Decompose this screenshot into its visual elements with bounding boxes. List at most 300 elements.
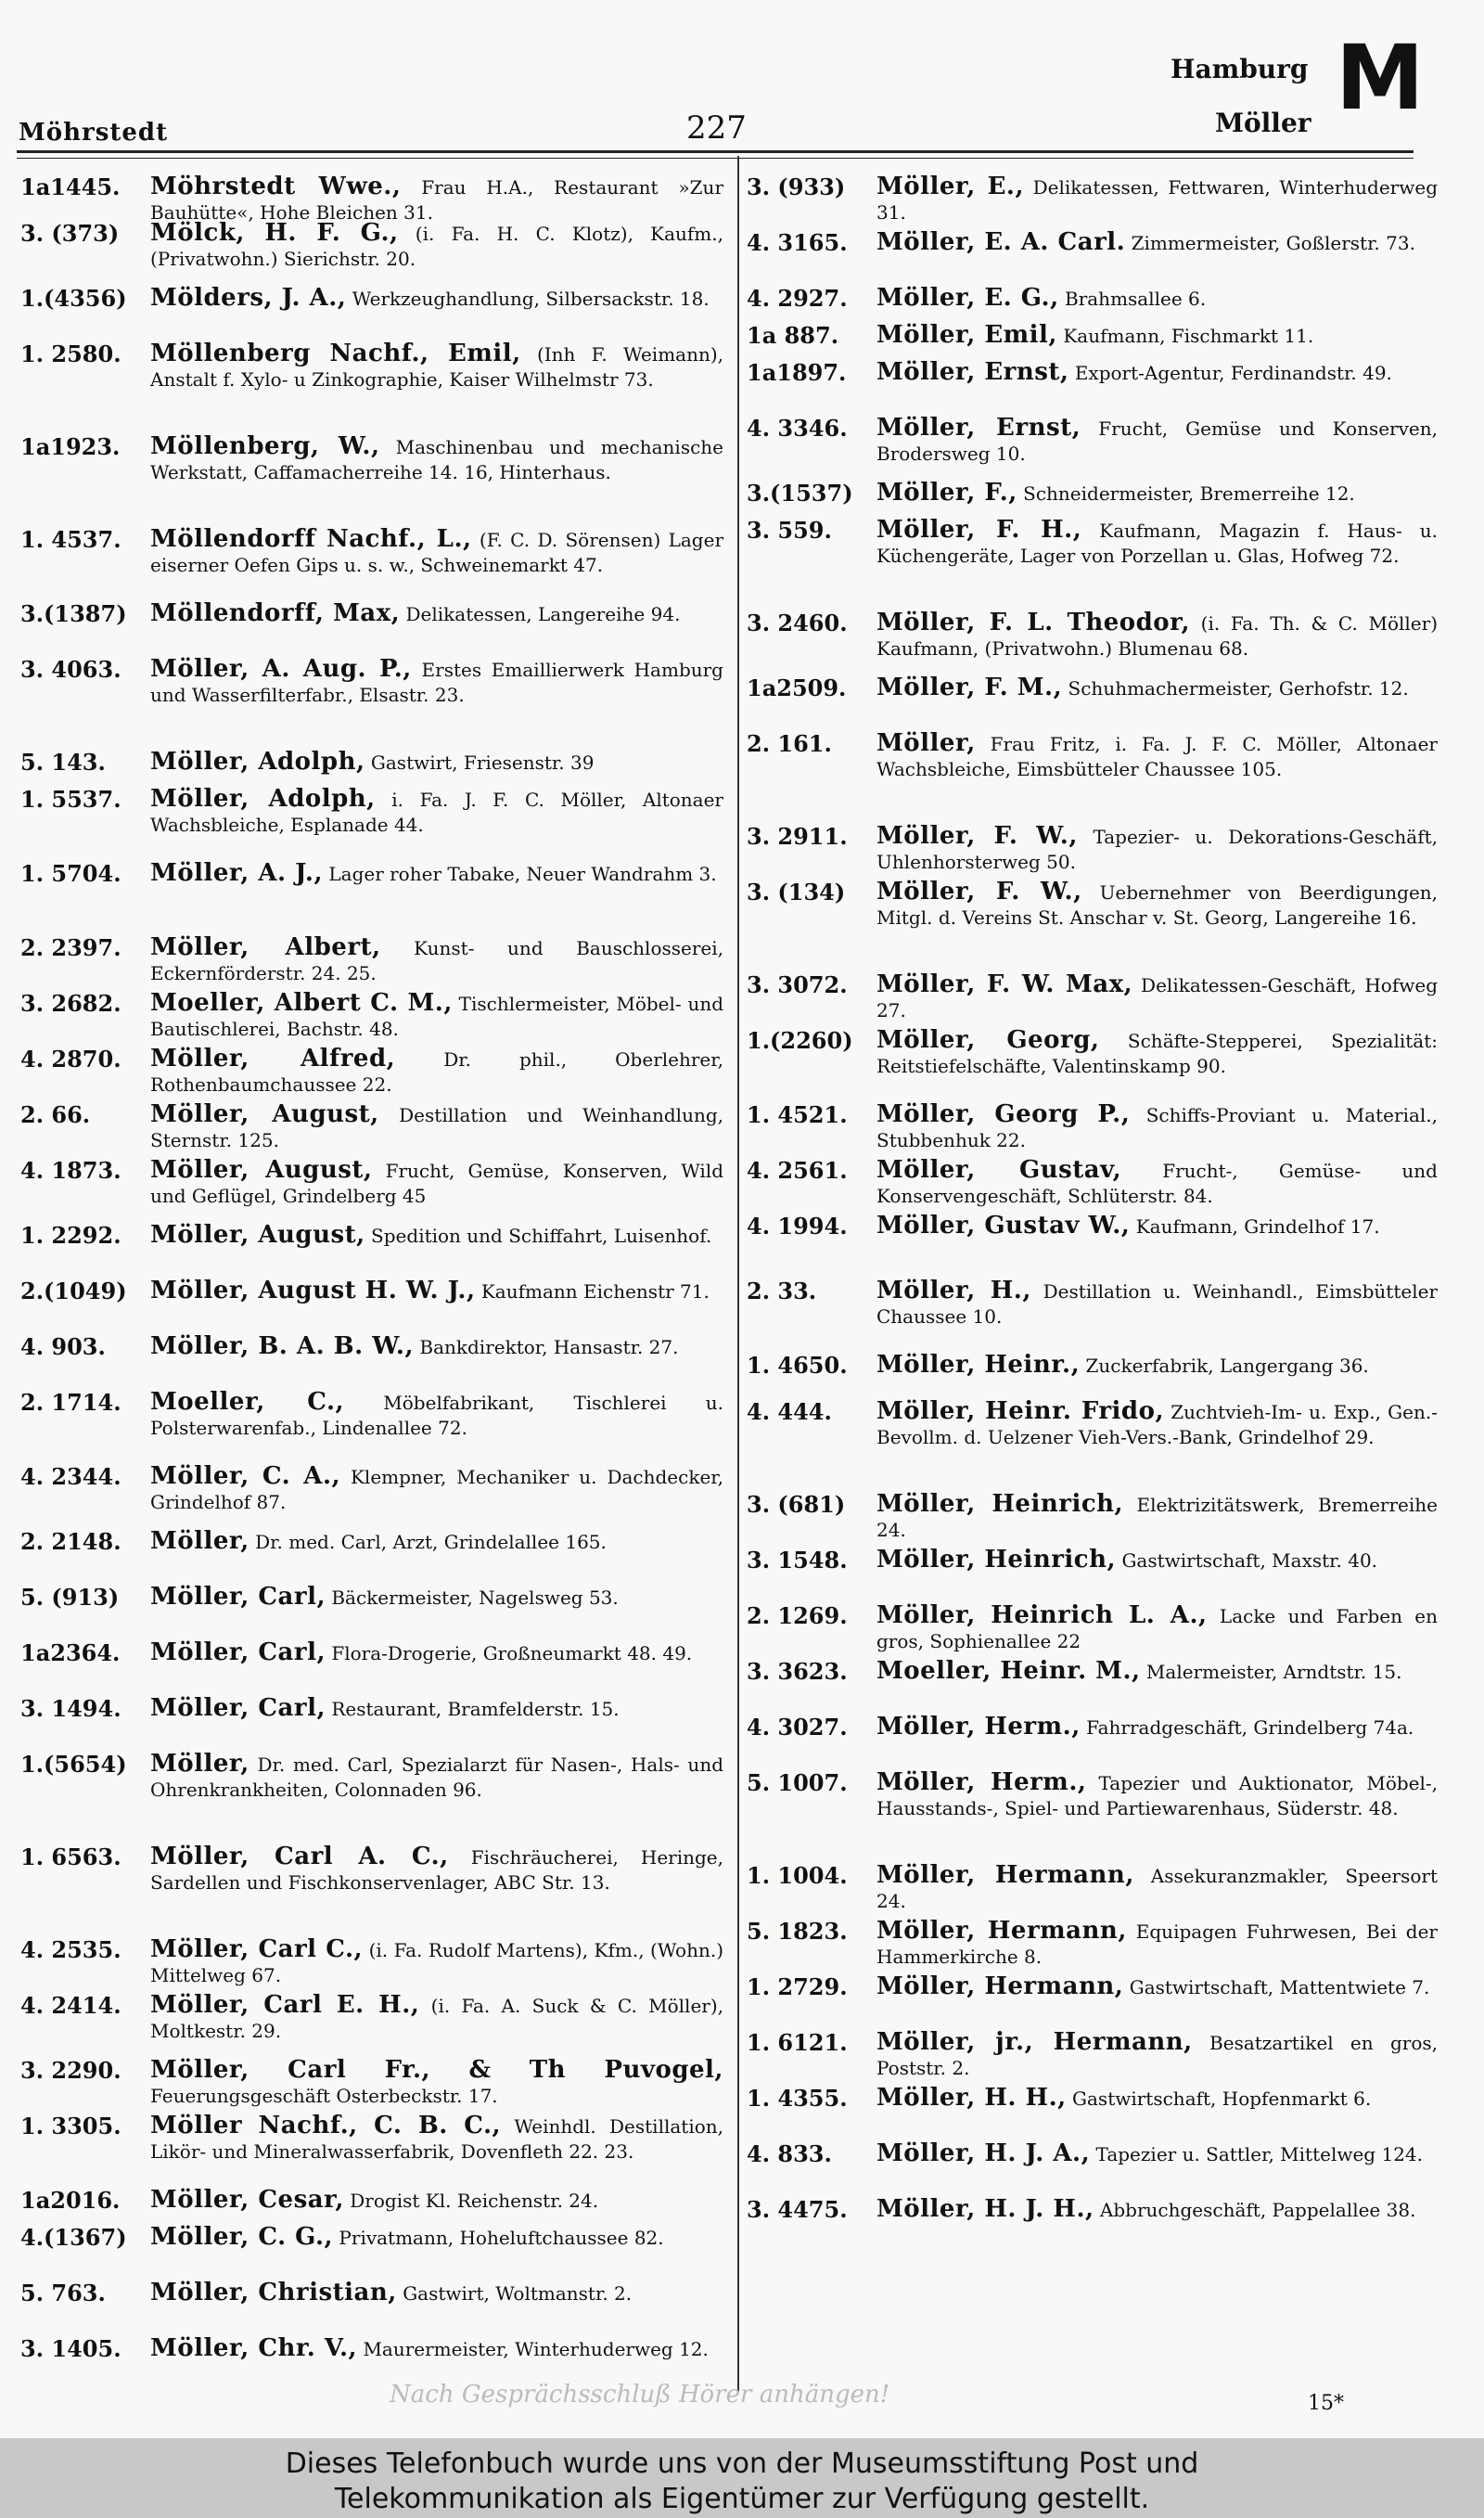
directory-entry [747,1214,1438,1240]
entry-name: Möller, Carl, [150,1583,326,1611]
entry-phone-number: 2. 1269. [747,1602,848,1629]
entry-body [150,1223,723,1249]
entry-name: Möller, B. A. B. W., [150,1332,415,1360]
entry-details: Dr. phil., Oberlehrer, Rothenbaumchaussee 22. [150,1048,723,1096]
entry-phone-number: 1.(2260) [747,1027,853,1054]
entry-name: Mölck, H. F. G., [150,219,399,247]
entry-phone-number: 1. 5704. [20,860,122,887]
entry-phone-number: 4. 3346. [747,415,848,442]
entry-body [876,2197,1438,2223]
entry-name: Moeller, C., [150,1388,345,1416]
directory-entry [20,2280,723,2306]
entry-body [876,2141,1438,2167]
entry-details: Zuchtvieh-Im- u. Exp., Gen.-Bevollm. d. Uelzener Vieh-Vers.-Bank, Grindelhof 29. [876,1401,1438,1448]
entry-details: Bäckermeister, Nagelsweg 53. [331,1587,619,1609]
directory-entry [747,1102,1438,1153]
entry-body [150,935,723,986]
directory-entry [20,1278,723,1304]
entry-body [150,1844,723,1895]
entry-phone-number: 4. 833. [747,2140,832,2167]
entry-name: Möller, Carl, [150,1694,326,1722]
entry-phone-number: 2. 161. [747,730,832,757]
entry-details: Tapezier u. Sattler, Mittelweg 124. [1095,2143,1424,2165]
entry-body [150,2280,723,2306]
entry-body [876,2030,1438,2081]
header-left-name: Möhrstedt [19,119,169,147]
entry-body [876,174,1438,225]
header-rule-thin [17,158,1414,159]
directory-entry [747,972,1438,1023]
entry-name: Möller, Ernst, [876,414,1081,442]
entry-name: Möller, Georg, [876,1026,1100,1054]
entry-body [876,1974,1438,2000]
entry-phone-number: 3. 4475. [747,2196,848,2223]
entry-name: Möller, Adolph, [150,748,365,776]
entry-phone-number: 1. 1004. [747,1862,848,1889]
entry-phone-number: 1. 4355. [747,2085,848,2112]
directory-entry [747,518,1438,569]
entry-name: Möller, Carl E. H., [150,1991,420,2019]
entry-body [150,2113,723,2165]
directory-entry [20,1529,723,1555]
entry-phone-number: 4. 3027. [747,1714,848,1741]
entry-name: Möller, Albert, [150,933,381,961]
entry-name: Möller, F. L. Theodor, [876,609,1190,636]
entry-name: Möller, F. M., [876,674,1063,701]
entry-body [150,1585,723,1611]
entry-details: Erstes Emaillierwerk Hamburg und Wasserfilterfabr., Elsastr. 23. [150,659,723,706]
entry-details: Weinhdl. Destillation, Likör- und Mineralwasserfabrik, Dovenfleth 22. 23. [150,2115,723,2163]
entry-body [150,174,723,225]
entry-details: Maschinenbau und mechanische Werkstatt, Caffamacherreihe 14. 16, Hinterhaus. [150,436,723,483]
entry-details: Bankdirektor, Hansastr. 27. [419,1336,679,1358]
directory-entry [747,1353,1438,1379]
entry-details: Delikatessen, Langereihe 94. [405,603,681,625]
directory-entry [20,1334,723,1360]
directory-entry [20,2113,723,2165]
entry-body [150,1752,723,1803]
directory-entry [747,230,1438,256]
entry-phone-number: 3. (933) [747,173,846,200]
entry-details: (F. C. D. Sörensen) Lager eiserner Oefen Gips u. s. w., Schweinemarkt 47. [150,529,724,576]
entry-details: Frau H.A., Restaurant »Zur Bauhütte«, Hohe Bleichen 31. [150,176,723,224]
directory-entry [20,2058,723,2109]
entry-body [150,2058,723,2109]
entry-name: Möller, F. W. Max, [876,970,1133,998]
entry-phone-number: 5. 1007. [747,1769,848,1796]
entry-details: Kaufmann, Fischmarkt 11. [1063,325,1314,347]
entry-phone-number: 4. 2870. [20,1046,122,1073]
entry-details: Kunst- und Bauschlosserei, Eckernförderstr. 24. 25. [150,937,723,984]
entry-body [150,1937,723,1988]
entry-name: Möller, Georg P., [876,1100,1131,1128]
entry-name: Möller, Hermann, [876,1861,1134,1889]
entry-phone-number: 4. 2927. [747,285,848,312]
entry-name: Möller, jr., Hermann, [876,2028,1193,2056]
entry-body [876,286,1438,312]
entry-details: Fischräucherei, Heringe, Sardellen und Fischkonservenlager, ABC Str. 13. [150,1846,723,1894]
directory-entry [747,610,1438,662]
directory-entry [747,2086,1438,2112]
entry-body [876,1028,1438,1079]
entry-name: Möllendorff, Max, [150,599,401,627]
entry-body [150,1390,723,1441]
entry-phone-number: 4. 2535. [20,1936,122,1963]
entry-phone-number: 4. 903. [20,1333,106,1360]
entry-name: Möller, Hermann, [876,1917,1127,1945]
entry-phone-number: 3. 3623. [747,1658,848,1685]
entry-details: Frau Fritz, i. Fa. J. F. C. Möller, Altonaer Wachsbleiche, Eimsbütteler Chaussee 105. [876,733,1438,780]
column-divider [737,156,739,2392]
entry-name: Moeller, Heinr. M., [876,1657,1141,1685]
entry-details: Zimmermeister, Goßlerstr. 73. [1131,232,1415,254]
directory-entry [20,1102,723,1153]
entry-body [150,2336,723,2362]
entry-details: (i. Fa. H. C. Klotz), Kaufm., (Privatwohn.) Sierichstr. 20. [150,223,723,270]
entry-body [876,360,1438,386]
entry-phone-number: 5. 1823. [747,1918,848,1945]
entry-body [150,991,723,1042]
entry-phone-number: 1a1923. [20,433,121,460]
directory-entry [20,286,723,312]
entry-details: Malermeister, Arndtstr. 15. [1145,1661,1402,1683]
directory-entry [20,1640,723,1666]
entry-details: Lacke und Farben en gros, Sophienallee 22 [876,1605,1438,1652]
entry-phone-number: 2. 2397. [20,934,122,961]
entry-name: Möller, August H. W. J., [150,1277,476,1304]
directory-entry [20,434,723,485]
directory-entry [20,1993,723,2044]
directory-entry [747,2141,1438,2167]
entry-phone-number: 2. 1714. [20,1389,122,1416]
entry-phone-number: 3. 3072. [747,971,848,998]
entry-body [876,1278,1438,1330]
directory-entry [747,323,1438,349]
entry-body [876,1770,1438,1821]
entry-phone-number: 5. (913) [20,1584,120,1611]
directory-entry [747,824,1438,875]
entry-details: Schuhmachermeister, Gerhofstr. 12. [1068,677,1409,700]
entry-body [876,824,1438,875]
directory-entry [20,1937,723,1988]
entry-details: Zuckerfabrik, Langergang 36. [1085,1355,1369,1377]
entry-phone-number: 1a1897. [747,359,847,386]
entry-name: Möller, H., [876,1277,1031,1304]
entry-details: Gastwirt, Friesenstr. 39 [370,752,595,774]
entry-phone-number: 4.(1367) [20,2224,127,2251]
entry-phone-number: 1a2509. [747,674,847,701]
directory-entry [20,601,723,627]
entry-name: Möller, [150,1527,249,1555]
entry-phone-number: 1. 4650. [747,1352,848,1379]
entry-phone-number: 1.(4356) [20,285,127,312]
entry-name: Möllendorff Nachf., L., [150,525,472,553]
entry-name: Möller, Emil, [876,321,1057,349]
entry-details: Klempner, Mechaniker u. Dachdecker, Grindelhof 87. [150,1466,724,1513]
header-city: Hamburg [1171,54,1309,84]
entry-phone-number: 3. 1548. [747,1547,848,1574]
entry-phone-number: 3. (373) [20,220,120,247]
entry-name: Moeller, Albert C. M., [150,989,453,1017]
directory-entry [747,1919,1438,1970]
entry-details: Uebernehmer von Beerdigungen, Mitgl. d. Vereins St. Anschar v. St. Georg, Langereihe 16. [876,881,1439,929]
entry-body [150,1102,723,1153]
directory-entry [747,1603,1438,1654]
entry-body [150,1047,723,1098]
entry-details: (Inh F. Weimann), Anstalt f. Xylo- u Zinkographie, Kaiser Wilhelmstr 73. [150,343,723,391]
entry-body [876,1919,1438,1970]
entry-name: Möller, August, [150,1100,379,1128]
entry-details: Gastwirtschaft, Maxstr. 40. [1121,1549,1378,1572]
entry-details: Frucht-, Gemüse- und Konservengeschäft, Schlüterstr. 84. [876,1160,1438,1207]
entry-name: Möllenberg Nachf., Emil, [150,340,521,367]
directory-entry [20,750,723,776]
directory-entry [20,991,723,1042]
entry-details: Fahrradgeschäft, Grindelberg 74a. [1086,1716,1414,1739]
entry-body [876,1492,1438,1543]
entry-details: Spedition und Schiffahrt, Luisenhof. [371,1225,712,1247]
directory-entry [20,2336,723,2362]
entry-name: Möller Nachf., C. B. C., [150,2112,502,2139]
entry-phone-number: 2. 2148. [20,1528,122,1555]
entry-phone-number: 1a1445. [20,173,121,200]
entry-body [876,1399,1438,1450]
entry-details: Gastwirt, Woltmanstr. 2. [403,2282,633,2305]
directory-entry [20,1158,723,1209]
entry-body [876,731,1438,782]
entry-phone-number: 1a 887. [747,322,839,349]
entry-phone-number: 3. 1405. [20,2335,122,2362]
header-letter: M [1336,26,1425,130]
entry-body [150,1158,723,1209]
entry-body [876,675,1438,701]
directory-entry [747,1028,1438,1079]
directory-entry [747,1974,1438,2000]
footer-faint-text: Nach Gesprächsschluß Hörer anhängen! [390,2381,890,2409]
entry-body [876,1158,1438,1209]
entry-name: Möller, A. J., [150,859,323,887]
directory-entry [747,1399,1438,1450]
page-number: 227 [686,109,747,147]
entry-phone-number: 4. 2414. [20,1992,122,2019]
entry-body [150,787,723,838]
entry-details: (i. Fa. Th. & C. Möller) Kaufmann, (Privatwohn.) Blumenau 68. [876,612,1438,660]
entry-body [876,1214,1438,1240]
directory-entry [20,1752,723,1803]
directory-entry [20,221,723,272]
directory-entry [20,2188,723,2214]
directory-entry [747,1715,1438,1741]
entry-name: Möller, F. W., [876,878,1082,906]
entry-details: Kaufmann Eichenstr 71. [480,1280,710,1303]
entry-body [150,1993,723,2044]
entry-details: Delikatessen-Geschäft, Hofweg 27. [876,974,1438,1021]
entry-name: Möller, Alfred, [150,1045,396,1073]
entry-name: Möller, August, [150,1221,365,1249]
entry-details: Schiffs-Proviant u. Material., Stubbenhuk 22. [876,1104,1438,1151]
entry-phone-number: 2. 33. [747,1278,817,1304]
entry-body [876,1548,1438,1574]
entry-details: Frucht, Gemüse, Konserven, Wild und Geflügel, Grindelberg 45 [150,1160,723,1207]
entry-details: Drogist Kl. Reichenstr. 24. [350,2190,599,2212]
entry-details: i. Fa. J. F. C. Möller, Altonaer Wachsbleiche, Esplanade 44. [150,789,723,836]
entry-body [876,972,1438,1023]
entry-name: Möller, Heinrich, [876,1490,1124,1518]
directory-entry [20,1585,723,1611]
directory-entry [20,174,723,225]
entry-name: Möhrstedt Wwe., [150,173,402,200]
entry-name: Möller, Gustav, [876,1156,1122,1184]
entry-details: Möbelfabrikant, Tischlerei u. Polsterwarenfab., Lindenallee 72. [150,1392,723,1439]
entry-name: Möller, Heinr., [876,1351,1081,1379]
entry-body [150,861,723,887]
entry-details: Schäfte-Stepperei, Spezialität: Reitstiefelschäfte, Valentinskamp 90. [876,1030,1438,1077]
entry-name: Möller, Chr. V., [150,2334,358,2362]
entry-body [876,2086,1438,2112]
entry-phone-number: 3. 2911. [747,823,848,850]
directory-entry [20,1047,723,1098]
entry-name: Möller, Heinrich, [876,1546,1117,1574]
entry-body [150,1696,723,1722]
header-rule [17,150,1414,153]
entry-name: Möllenberg, W., [150,432,380,460]
entry-details: Privatmann, Hoheluftchaussee 82. [339,2227,664,2249]
entry-name: Möller, H. H., [876,2084,1067,2112]
entry-details: Maurermeister, Winterhuderweg 12. [363,2338,709,2360]
entry-body [150,1529,723,1555]
entry-name: Möller, Herm., [876,1713,1081,1741]
directory-entry [747,360,1438,386]
entry-body [150,2188,723,2214]
entry-body [150,221,723,272]
directory-entry [747,174,1438,225]
entry-phone-number: 3. 1494. [20,1695,122,1722]
entry-body [876,1603,1438,1654]
entry-name: Möller, Herm., [876,1768,1087,1796]
directory-entry [747,481,1438,507]
entry-name: Möller, C. G., [150,2223,334,2251]
directory-entry [20,1844,723,1895]
directory-entry [20,1223,723,1249]
entry-details: Dr. med. Carl, Spezialarzt für Nasen-, Hals- und Ohrenkrankheiten, Colonnaden 96. [150,1754,723,1801]
entry-phone-number: 5. 143. [20,749,106,776]
entry-phone-number: 1. 4521. [747,1101,848,1128]
entry-phone-number: 1. 5537. [20,786,122,813]
entry-details: Kaufmann, Grindelhof 17. [1135,1215,1380,1238]
directory-entry [20,2225,723,2251]
footer-page-mark: 15* [1308,2392,1344,2415]
entry-details: Delikatessen, Fettwaren, Winterhuderweg 31. [876,176,1439,224]
entry-details: Feuerungsgeschäft Osterbeckstr. 17. [150,2085,498,2107]
entry-phone-number: 3. (134) [747,879,846,906]
entry-name: Möller, Heinr. Frido, [876,1397,1164,1425]
entry-details: Tischlermeister, Möbel- und Bautischlerei, Bachstr. 48. [150,993,724,1040]
entry-details: Destillation u. Weinhandl., Eimsbütteler Chaussee 10. [876,1280,1439,1328]
entry-body [876,1659,1438,1685]
entry-phone-number: 4. 2561. [747,1157,848,1184]
entry-details: Tapezier und Auktionator, Möbel-, Hausstands-, Spiel- und Partiewarenhaus, Süderstr. 48. [876,1772,1439,1819]
directory-entry [747,2197,1438,2223]
entry-name: Möller, A. Aug. P., [150,655,412,683]
entry-name: Möller, E., [876,173,1024,200]
entry-body [876,1715,1438,1741]
entry-name: Möller, [876,729,976,757]
directory-entry [747,731,1438,782]
entry-phone-number: 1a2364. [20,1639,121,1666]
entry-name: Möller, August, [150,1156,373,1184]
entry-body [876,1863,1438,1914]
entry-details: Dr. med. Carl, Arzt, Grindelallee 165. [255,1531,607,1553]
directory-entry [747,1158,1438,1209]
directory-entry [20,657,723,708]
directory-entry [20,787,723,838]
entry-name: Möller, F. H., [876,516,1082,544]
entry-details: Lager roher Tabake, Neuer Wandrahm 3. [328,863,717,885]
directory-entry [747,1492,1438,1543]
entry-details: Gastwirtschaft, Mattentwiete 7. [1129,1976,1430,1998]
entry-body [876,518,1438,569]
directory-entry [747,675,1438,701]
entry-phone-number: 1. 3305. [20,2113,122,2139]
entry-body [876,880,1438,931]
entry-body [150,527,723,578]
entry-details: Frucht, Gemüse und Konserven, Brodersweg 10. [876,418,1438,465]
entry-phone-number: 4. 2344. [20,1463,122,1490]
entry-details: Elektrizitätswerk, Bremerreihe 24. [876,1494,1438,1541]
entry-phone-number: 1. 2729. [747,1973,848,2000]
banner-line-2: Telekommunikation als Eigentümer zur Verfügung gestellt. [334,2483,1150,2515]
entry-phone-number: 2.(1049) [20,1278,127,1304]
banner-line-1: Dieses Telefonbuch wurde uns von der Museumsstiftung Post und [285,2447,1199,2480]
entry-body [876,1102,1438,1153]
entry-name: Möller, Adolph, [150,785,376,813]
directory-entry [747,1863,1438,1914]
entry-body [150,434,723,485]
entry-name: Möller, Cesar, [150,2186,344,2214]
entry-phone-number: 1. 2580. [20,340,122,367]
entry-details: Export-Agentur, Ferdinandstr. 49. [1074,362,1392,384]
entry-body [876,481,1438,507]
entry-details: Besatzartikel en gros, Poststr. 2. [876,2032,1439,2079]
header-right-name: Möller [1215,108,1311,138]
entry-phone-number: 2. 66. [20,1101,91,1128]
directory-entry [20,861,723,887]
directory-entry [747,2030,1438,2081]
entry-body [150,1334,723,1360]
entry-name: Möller, Christian, [150,2279,397,2306]
entry-phone-number: 4. 444. [747,1398,832,1425]
entry-details: (i. Fa. A. Suck & C. Möller), Moltkestr. 29. [150,1995,723,2042]
entry-phone-number: 3. (681) [747,1491,846,1518]
entry-body [150,657,723,708]
entry-body [150,341,723,392]
entry-phone-number: 4. 1873. [20,1157,122,1184]
entry-body [150,601,723,627]
entry-phone-number: 1. 2292. [20,1222,122,1249]
entry-name: Möller, F. W., [876,822,1078,850]
entry-body [150,1464,723,1515]
directory-entry [20,1390,723,1441]
directory-entry [747,1770,1438,1821]
entry-phone-number: 1.(5654) [20,1751,127,1778]
entry-name: Möller, E. G., [876,284,1059,312]
entry-details: Assekuranzmakler, Speersort 24. [876,1865,1438,1912]
entry-body [876,610,1438,662]
entry-phone-number: 1. 6563. [20,1844,122,1870]
entry-name: Möller, H. J. H., [876,2195,1094,2223]
entry-name: Möller, Carl, [150,1638,326,1666]
entry-phone-number: 4. 3165. [747,229,848,256]
